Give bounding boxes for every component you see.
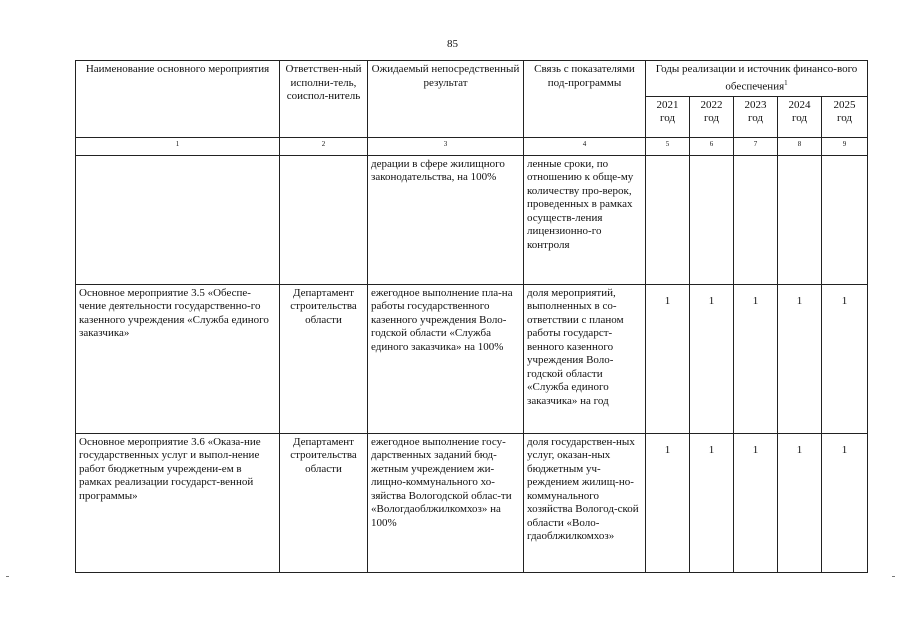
column-index: 7 (734, 137, 778, 155)
header-year: 2025 год (822, 96, 868, 137)
executor-cell (280, 155, 368, 284)
activity-name-cell: Основное мероприятие 3.6 «Оказа-ние государственных услуг и выпол-нение работ бюджетным учреждени-ем в рамках реализации государст-венной программы» (76, 433, 280, 572)
year-value-cell: 1 (734, 433, 778, 572)
header-expected-result: Ожидаемый непосредственный результат (368, 61, 524, 138)
scan-mark-left (6, 576, 9, 577)
header-years-funding-text: Годы реализации и источник финансо-вого обеспечения (655, 63, 858, 93)
year-value-cell (646, 155, 690, 284)
table-row (76, 284, 868, 433)
header-year: 2024 год (778, 96, 822, 137)
column-index: 2 (280, 137, 368, 155)
column-index: 3 (368, 137, 524, 155)
header-executor: Ответствен-ный исполни-тель, соиспол-нитель (280, 61, 368, 138)
header-activity-name: Наименование основного мероприятия (76, 61, 280, 138)
column-index: 9 (822, 137, 868, 155)
year-value-cell (822, 155, 868, 284)
activities-table (75, 60, 868, 573)
expected-result-cell: дерации в сфере жилищного законодательства, на 100% (368, 155, 524, 284)
indicator-link-cell: доля государствен-ных услуг, оказан-ных бюджетным уч-реждением жилищ-но-коммунального хозяйства Вологод-ской области «Воло-гдаоблжилкомхоз» (524, 433, 646, 572)
header-year: 2023 год (734, 96, 778, 137)
footnote-mark: 1 (784, 78, 788, 87)
table-row (76, 155, 868, 284)
activity-name-cell: Основное мероприятие 3.5 «Обеспе-чение деятельности государственно-го казенного учреждения «Служба единого заказчика» (76, 284, 280, 433)
column-index: 4 (524, 137, 646, 155)
column-index: 6 (690, 137, 734, 155)
column-index: 8 (778, 137, 822, 155)
executor-cell: Департамент строительства области (280, 433, 368, 572)
activity-name-cell (76, 155, 280, 284)
header-year: 2022 год (690, 96, 734, 137)
year-value-cell: 1 (646, 284, 690, 433)
year-value-cell: 1 (822, 284, 868, 433)
indicator-link-cell: ленные сроки, по отношению к обще-му количеству про-верок, проведенных в рамках осуществ-ления лицензионно-го контроля (524, 155, 646, 284)
year-value-cell: 1 (690, 433, 734, 572)
executor-cell: Департамент строительства области (280, 284, 368, 433)
year-value-cell (734, 155, 778, 284)
year-value-cell: 1 (734, 284, 778, 433)
year-value-cell: 1 (690, 284, 734, 433)
year-value-cell: 1 (778, 284, 822, 433)
expected-result-cell: ежегодное выполнение пла-на работы государственного казенного учреждения Воло-годской области «Служба единого заказчика» на 100% (368, 284, 524, 433)
header-years-funding (646, 61, 868, 97)
expected-result-cell: ежегодное выполнение госу-дарственных заданий бюд-жетным учреждением жи-лищно-коммунального хо-зяйства Вологодской облас-ти «Вологдаоблжилкомхоз» на 100% (368, 433, 524, 572)
indicator-link-cell: доля мероприятий, выполненных в со-ответствии с планом работы государст-венного казенного учреждения Воло-годской области «Служба единого заказчика» на год (524, 284, 646, 433)
scan-mark-right (892, 576, 895, 577)
table-row (76, 433, 868, 572)
year-value-cell: 1 (646, 433, 690, 572)
year-value-cell (778, 155, 822, 284)
header-year: 2021 год (646, 96, 690, 137)
header-indicator-link: Связь с показателями под-программы (524, 61, 646, 138)
column-index: 1 (76, 137, 280, 155)
year-value-cell: 1 (778, 433, 822, 572)
column-index: 5 (646, 137, 690, 155)
year-value-cell: 1 (822, 433, 868, 572)
page-number: 85 (447, 38, 458, 50)
year-value-cell (690, 155, 734, 284)
